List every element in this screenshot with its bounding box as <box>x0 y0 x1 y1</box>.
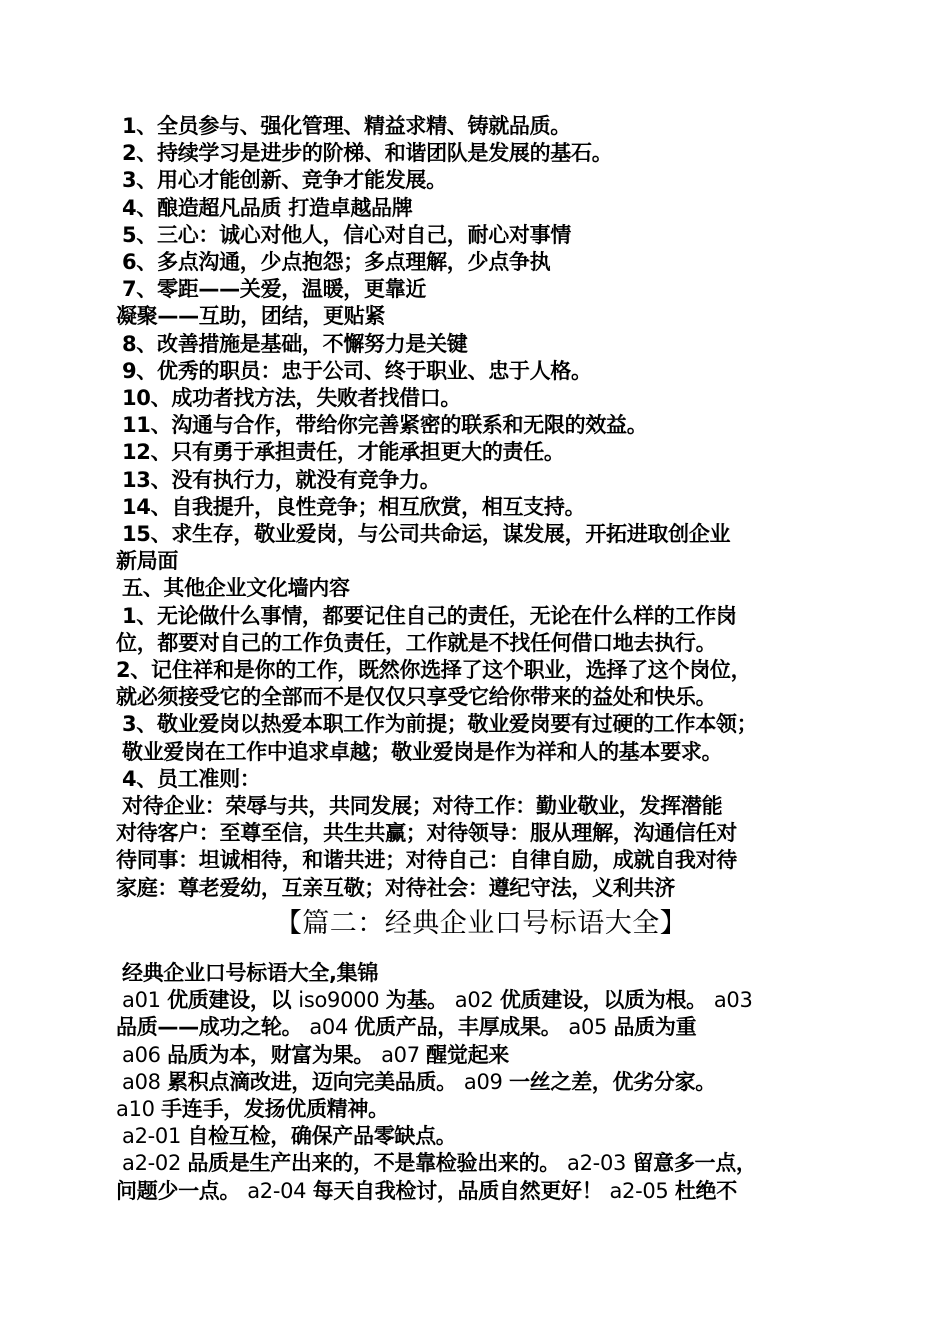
slogan-code: a01 <box>122 988 168 1013</box>
slogan-text: 优质产品，丰厚成果。 <box>354 1015 569 1040</box>
slogan-text: 留意多一点， <box>632 1151 757 1176</box>
text-line: 10、成功者找方法，失败者找借口。 <box>122 386 462 411</box>
slogan-text: 手连手，发扬优质精神。 <box>161 1096 389 1121</box>
text-line: 11、沟通与合作，带给你完善紧密的联系和无限的效益。 <box>122 413 648 438</box>
slogan-code: a05 <box>568 1015 614 1040</box>
slogan-code: iso9000 <box>298 988 386 1013</box>
text-line: 4、酿造超凡品质 打造卓越品牌 <box>122 195 413 220</box>
section-title: 经典企业口号标语大全,集锦 <box>122 960 379 985</box>
slogan-text: 累积点滴改进，迈向完美品质。 <box>167 1069 464 1094</box>
slogan-code: a03 <box>713 988 753 1013</box>
text-line: 4、员工准则： <box>122 766 261 791</box>
text-line: 1、无论做什么事情，都要记住自己的责任，无论在什么样的工作岗 <box>122 603 737 628</box>
slogan-code: a10 <box>116 1096 162 1121</box>
section-heading: 【篇二：经典企业口号标语大全】 <box>274 907 688 939</box>
slogan-line <box>116 1123 846 1150</box>
text-line: 12、只有勇于承担责任，才能承担更大的责任。 <box>122 440 565 465</box>
slogan-line <box>116 1096 846 1123</box>
text-line: 对待客户：至尊至信，共生共赢；对待领导：服从理解，沟通信任对 <box>116 821 737 846</box>
text-line: 对待企业：荣辱与共，共同发展；对待工作：勤业敬业，发挥潜能 <box>122 794 723 819</box>
slogan-line <box>116 1014 846 1041</box>
slogan-text: 优质建设，以 <box>167 988 299 1013</box>
text-line: 13、没有执行力，就没有竞争力。 <box>122 467 441 492</box>
text-line: 待同事：坦诚相待，和谐共进；对待自己：自律自励，成就自我对待 <box>116 848 737 873</box>
document-content <box>116 113 846 1205</box>
text-line: 位，都要对自己的工作负责任，工作就是不找任何借口地去执行。 <box>116 630 717 655</box>
section-slogans-part2 <box>116 987 846 1205</box>
slogan-code: a2-01 <box>122 1124 188 1149</box>
slogan-line <box>116 1069 846 1096</box>
text-line: 2、持续学习是进步的阶梯、和谐团队是发展的基石。 <box>122 141 613 166</box>
slogan-code: a04 <box>309 1015 355 1040</box>
slogan-line <box>116 1150 846 1177</box>
text-line: 14、自我提升，良性竞争；相互欣赏，相互支持。 <box>122 494 586 519</box>
text-line: 1、全员参与、强化管理、精益求精、铸就品质。 <box>122 114 572 138</box>
text-line: 五、其他企业文化墙内容 <box>122 576 350 601</box>
slogan-line <box>116 987 846 1014</box>
text-line: 7、零距——关爱，温暖，更靠近 <box>122 277 427 302</box>
slogan-text: 品质——成功之轮。 <box>116 1015 310 1040</box>
text-line: 5、三心：诚心对他人，信心对自己，耐心对事情 <box>122 222 572 247</box>
slogan-code: a09 <box>463 1069 509 1094</box>
slogan-code: a2-03 <box>567 1151 633 1176</box>
text-line: 3、用心才能创新、竞争才能发展。 <box>122 168 447 193</box>
text-line: 15、求生存，敬业爱岗，与公司共命运，谋发展，开拓进取创企业 <box>122 522 731 547</box>
slogan-code: a08 <box>122 1069 168 1094</box>
text-line: 8、改善措施是基础，不懈努力是关键 <box>122 331 468 356</box>
text-line: 新局面 <box>116 549 179 574</box>
slogan-text: 自检互检，确保产品零缺点。 <box>187 1124 457 1149</box>
slogan-text: 品质是生产出来的，不是靠检验出来的。 <box>187 1151 568 1176</box>
slogan-code: a02 <box>454 988 500 1013</box>
section-slogans-part1 <box>116 113 846 902</box>
text-line: 家庭：尊老爱幼，互亲互敬；对待社会：遵纪守法，义利共济 <box>116 875 675 900</box>
slogan-code: a2-04 <box>247 1178 313 1203</box>
text-line: 2、记住祥和是你的工作，既然你选择了这个职业，选择了这个岗位， <box>116 658 752 683</box>
text-line: 凝聚——互助，团结，更贴紧 <box>116 304 386 329</box>
text-line: 9、优秀的职员：忠于公司、终于职业、忠于人格。 <box>122 358 592 383</box>
slogan-text: 问题少一点。 <box>116 1178 248 1203</box>
text-line: 敬业爱岗在工作中追求卓越；敬业爱岗是作为祥和人的基本要求。 <box>122 739 723 764</box>
text-line: 6、多点沟通，少点抱怨；多点理解，少点争执 <box>122 250 551 275</box>
slogan-code: a2-05 <box>609 1178 675 1203</box>
slogan-text: 一丝之差，优劣分家。 <box>508 1069 716 1094</box>
slogan-code: a06 <box>122 1042 168 1067</box>
slogan-code: a2-02 <box>122 1151 188 1176</box>
slogan-text: 品质为本，财富为果。 <box>167 1042 382 1067</box>
slogan-line <box>116 1042 846 1069</box>
slogan-text: 杜绝不 <box>674 1178 737 1203</box>
slogan-line <box>116 1178 846 1205</box>
slogan-text: 品质为重 <box>613 1015 697 1040</box>
spacer <box>116 950 846 960</box>
slogan-text: 醒觉起来 <box>426 1042 509 1067</box>
slogan-text: 每天自我检讨，品质自然更好！ <box>312 1178 610 1203</box>
text-line: 就必须接受它的全部而不是仅仅只享受它给你带来的益处和快乐。 <box>116 685 717 710</box>
slogan-code: a07 <box>381 1042 427 1067</box>
text-line: 3、敬业爱岗以热爱本职工作为前提；敬业爱岗要有过硬的工作本领； <box>122 712 758 737</box>
slogan-text: 优质建设，以质为根。 <box>499 988 714 1013</box>
slogan-text: 为基。 <box>385 988 455 1013</box>
